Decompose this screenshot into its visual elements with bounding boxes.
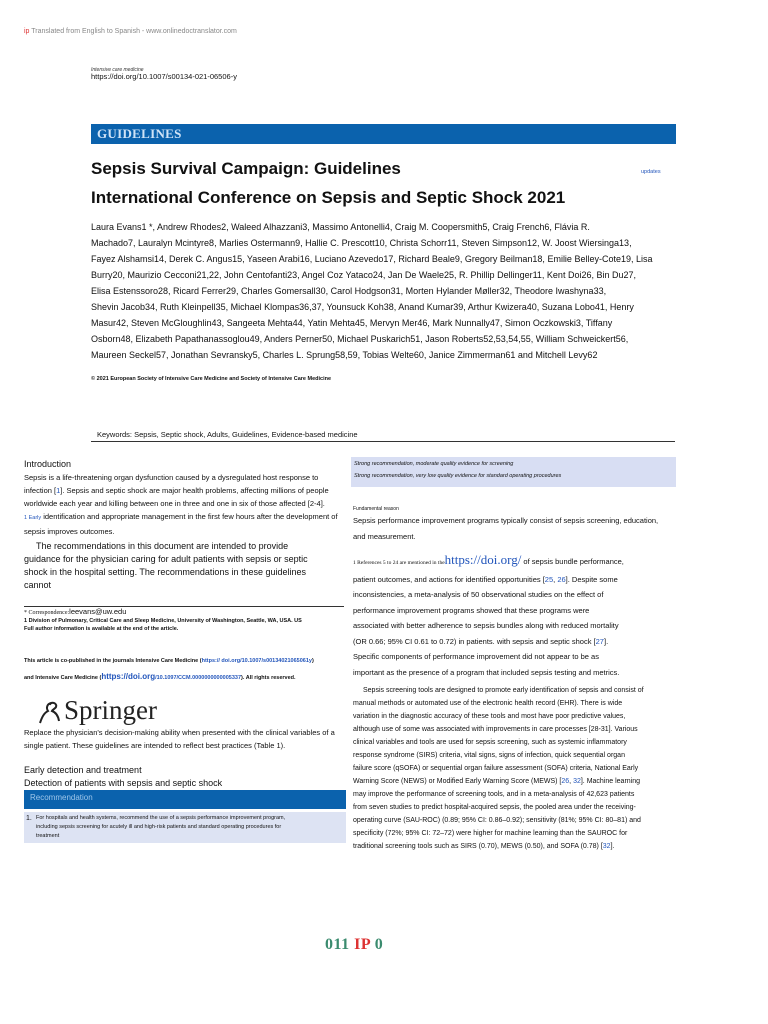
- springer-horse-icon: [36, 699, 64, 727]
- screening-paragraph: Sepsis screening tools are designed to promote early identification of sepsis and consist of manual methods or automated use of the electronic health record (EHR). There is wide variation in the diagnostic accuracy of these tools and most have poor predictive values, although use of some was associated with improvements in care processes [28-31]. Various clinical variables and tools are used for sepsis screening, such as systemic inflammatory response syndrome (SIRS) criteria, vital signs, signs of infection, quick sequential organ failure score (qSOFA) or sequential organ failure assessment (SOFA) criteria, National Early Warning Score (NEWS) or Modified Early Warning Score (MEWS) [26, 32]. Machine learning may improve the performance of screening tools, and in a meta-analysis of 42,623 patients from seven studies to predict hospital-acquired sepsis, the pooled area under the receiving- operating curve (SAU-ROC) (0.89; 95% CI: 0.86–0.92); sensitivity (81%; 95% CI: 80–81) and specificity (72%; 95% CI: 72–72) were higher for machine learning than the SAUROC for traditional screening tools such as SIRS (0.70), MEWS (0.50), and SOFA (0.78) [32].: [353, 687, 644, 850]
- author-line: Maureen Seckel57, Jonathan Sevransky5, Charles L. Sprung58,59, Tobias Welte60, Janice Zimmerman61 and Mitchell Levy62: [91, 350, 598, 360]
- ref-link[interactable]: 32: [602, 843, 611, 850]
- author-line: Elisa Estenssoro28, Ricard Ferrer29, Charles Gomersall30, Carol Hodgson31, Morten Hylander Møller32, Theodore Iwashyna33,: [91, 286, 607, 296]
- intro-line: worldwide each year and killing between one in three and one in six of those affected [2-4].: [24, 499, 325, 508]
- replace-line: Replace the physician's decision-making ability when presented with the clinical variables of a: [24, 728, 335, 737]
- ref-link[interactable]: 26: [557, 574, 566, 584]
- check-updates-link[interactable]: updates: [641, 169, 661, 175]
- article-doi[interactable]: https://doi.org/10.1007/s00134-021-06506-y: [91, 72, 237, 81]
- detection-heading: Detection of patients with sepsis and septic shock: [24, 778, 223, 788]
- replace-line: single patient. These guidelines are intended to reflect best practices (Table 1).: [24, 741, 286, 750]
- intro-line: infection [1]. Sepsis and septic shock are major health problems, affecting millions of people: [24, 486, 329, 495]
- copub-link-2a[interactable]: https://doi.org: [101, 672, 156, 681]
- correspondence-block: [24, 606, 344, 632]
- author-list: [91, 219, 681, 363]
- affiliation: 1 Division of Pulmonary, Critical Care and Sleep Medicine, University of Washington, Seattle, WA, USA. US: [24, 618, 302, 624]
- intro-heading: Introduction: [24, 459, 72, 469]
- translation-note: [24, 28, 237, 35]
- correspondence-email[interactable]: leevans@uw.edu: [69, 607, 127, 616]
- author-line: Osborn48, Elizabeth Papathanassoglou49, Anders Perner50, Michael Puskarich51, Jason Roberts52,53,54,55, William Schweickert56,: [91, 334, 629, 344]
- rationale-label: Fundamental reason: [353, 506, 399, 512]
- ref-link[interactable]: 1 Early: [24, 515, 42, 521]
- title-line-2: International Conference on Sepsis and Septic Shock 2021: [91, 188, 566, 207]
- title-line-1: Sepsis Survival Campaign: Guidelines: [91, 159, 401, 178]
- recommendation-item: 1. For hospitals and health systems, recommend the use of a sepsis performance improvement program, including sepsis screening for acutely ill and high-risk patients and standard operating procedures for treatment: [24, 812, 346, 843]
- author-line: Burry20, Maurizio Cecconi21,22, John Centofanti23, Angel Coz Yataco24, Jan De Waele25, R. Phillip Dellinger11, Kent Doi26, Bin Du27,: [91, 270, 636, 280]
- guidelines-banner: GUIDELINES: [91, 124, 676, 144]
- ref-link[interactable]: 27: [595, 636, 604, 646]
- journal-name: Intensive care medicine: [91, 67, 144, 73]
- ref-link[interactable]: 1: [56, 486, 61, 495]
- copub-link-2b[interactable]: /10.1097/CCM.0000000000005337: [155, 675, 242, 681]
- copyright-line: © 2021 European Society of Intensive Care Medicine and Society of Intensive Care Medicine: [91, 376, 332, 382]
- rationale-text: Sepsis performance improvement programs typically consist of sepsis screening, education, and measurement. 1 References 5 to 24 are mentioned in thehttps://doi.org/ of sepsis bundle performance, patient outcomes, and actions for identified opportunities [25, 26]. Despite some inconsistencies, a meta-analysis of 50 observational studies on the effect of performance improvement programs showed that these programs were associated with better adherence to sepsis bundles along with reduced mortality (OR 0.66; 95% CI 0.61 to 0.72) in patients. with sepsis and septic shock [27]. Specific components of performance improvement did not appear to be as important as the presence of a program that included sepsis testing and metrics.: [353, 516, 659, 677]
- author-line: Laura Evans1 *, Andrew Rhodes2, Waleed Alhazzani3, Massimo Antonelli4, Craig M. Coopersmith5, Craig French6, Flávia R.: [91, 222, 590, 232]
- recommendation-strength: Strong recommendation, moderate quality evidence for screening Strong recommendation, very low quality evidence for standard operating procedures: [351, 457, 676, 487]
- doi-link[interactable]: https://doi.org/: [444, 552, 522, 567]
- early-detection-headings: [24, 764, 222, 790]
- copublication-note: This article is co-published in the journals Intensive Care Medicine (https:// doi.org/10.1007/s00134021065061y) and Intensive Care Medicine (https://doi.org/10.1097/CCM.0000000000005337). All rights reserved.: [24, 658, 314, 681]
- recommendation-header: Recommendation: [24, 790, 346, 809]
- copub-link-1[interactable]: https:// doi.org/10.1007/s00134021065061y: [201, 658, 312, 664]
- recommendation-number: 1.: [26, 815, 32, 822]
- author-line: Machado7, Lauralyn Mcintyre8, Marlies Ostermann9, Hallie C. Prescott10, Christa Schorr11, Steven Simpson12, W. Joost Wiersinga13,: [91, 238, 632, 248]
- intro-line: sepsis improves outcomes.: [24, 527, 115, 536]
- author-line: Fayez Alshamsi14, Derek C. Angus15, Yaseen Arabi16, Luciano Azevedo17, Richard Beale9, Gregory Beilman18, Emilie Belley-Cote19, Lisa: [91, 254, 653, 264]
- intro-section: [24, 458, 344, 592]
- ref-link[interactable]: 26: [561, 778, 570, 785]
- early-heading: Early detection and treatment: [24, 765, 142, 775]
- translation-text: Translated from English to Spanish - www.onlinedoctranslator.com: [31, 28, 237, 35]
- page-number: 011 IP 0: [325, 936, 384, 953]
- correspondence-line: * Correspondence:leevans@uw.edu: [24, 607, 127, 616]
- intro-line: 1 Early identification and appropriate management in the first few hours after the development of: [24, 512, 338, 521]
- springer-logo: Springer: [36, 695, 157, 727]
- replace-paragraph: [24, 726, 344, 752]
- keywords: Keywords: Sepsis, Septic shock, Adults, Guidelines, Evidence-based medicine: [91, 430, 675, 442]
- author-line: Masur42, Steven McGloughlin43, Sangeeta Mehta44, Yatin Mehta45, Mervyn Mer46, Mark Nunnally47, Simon Oczkowski3, Tiffany: [91, 318, 613, 328]
- author-line: Shevin Jacob34, Ruth Kleinpell35, Michael Klompas36,37, Younsuck Koh38, Anand Kumar39, Arthur Kwizera40, Suzana Lobo41, Henry: [91, 302, 634, 312]
- ref-link[interactable]: 32: [573, 778, 581, 785]
- full-info: Full author information is available at the end of the article.: [24, 626, 179, 632]
- ip-mark: ip: [24, 28, 30, 35]
- ref-link[interactable]: 25: [544, 574, 554, 584]
- intro-line: Sepsis is a life-threatening organ dysfunction caused by a dysregulated host response to: [24, 473, 319, 482]
- intro-paragraph-2: The recommendations in this document are intended to provide guidance for the physician caring for adult patients with sepsis or septic shock in the hospital setting. The recommendations in these guidelines cannot: [24, 541, 308, 590]
